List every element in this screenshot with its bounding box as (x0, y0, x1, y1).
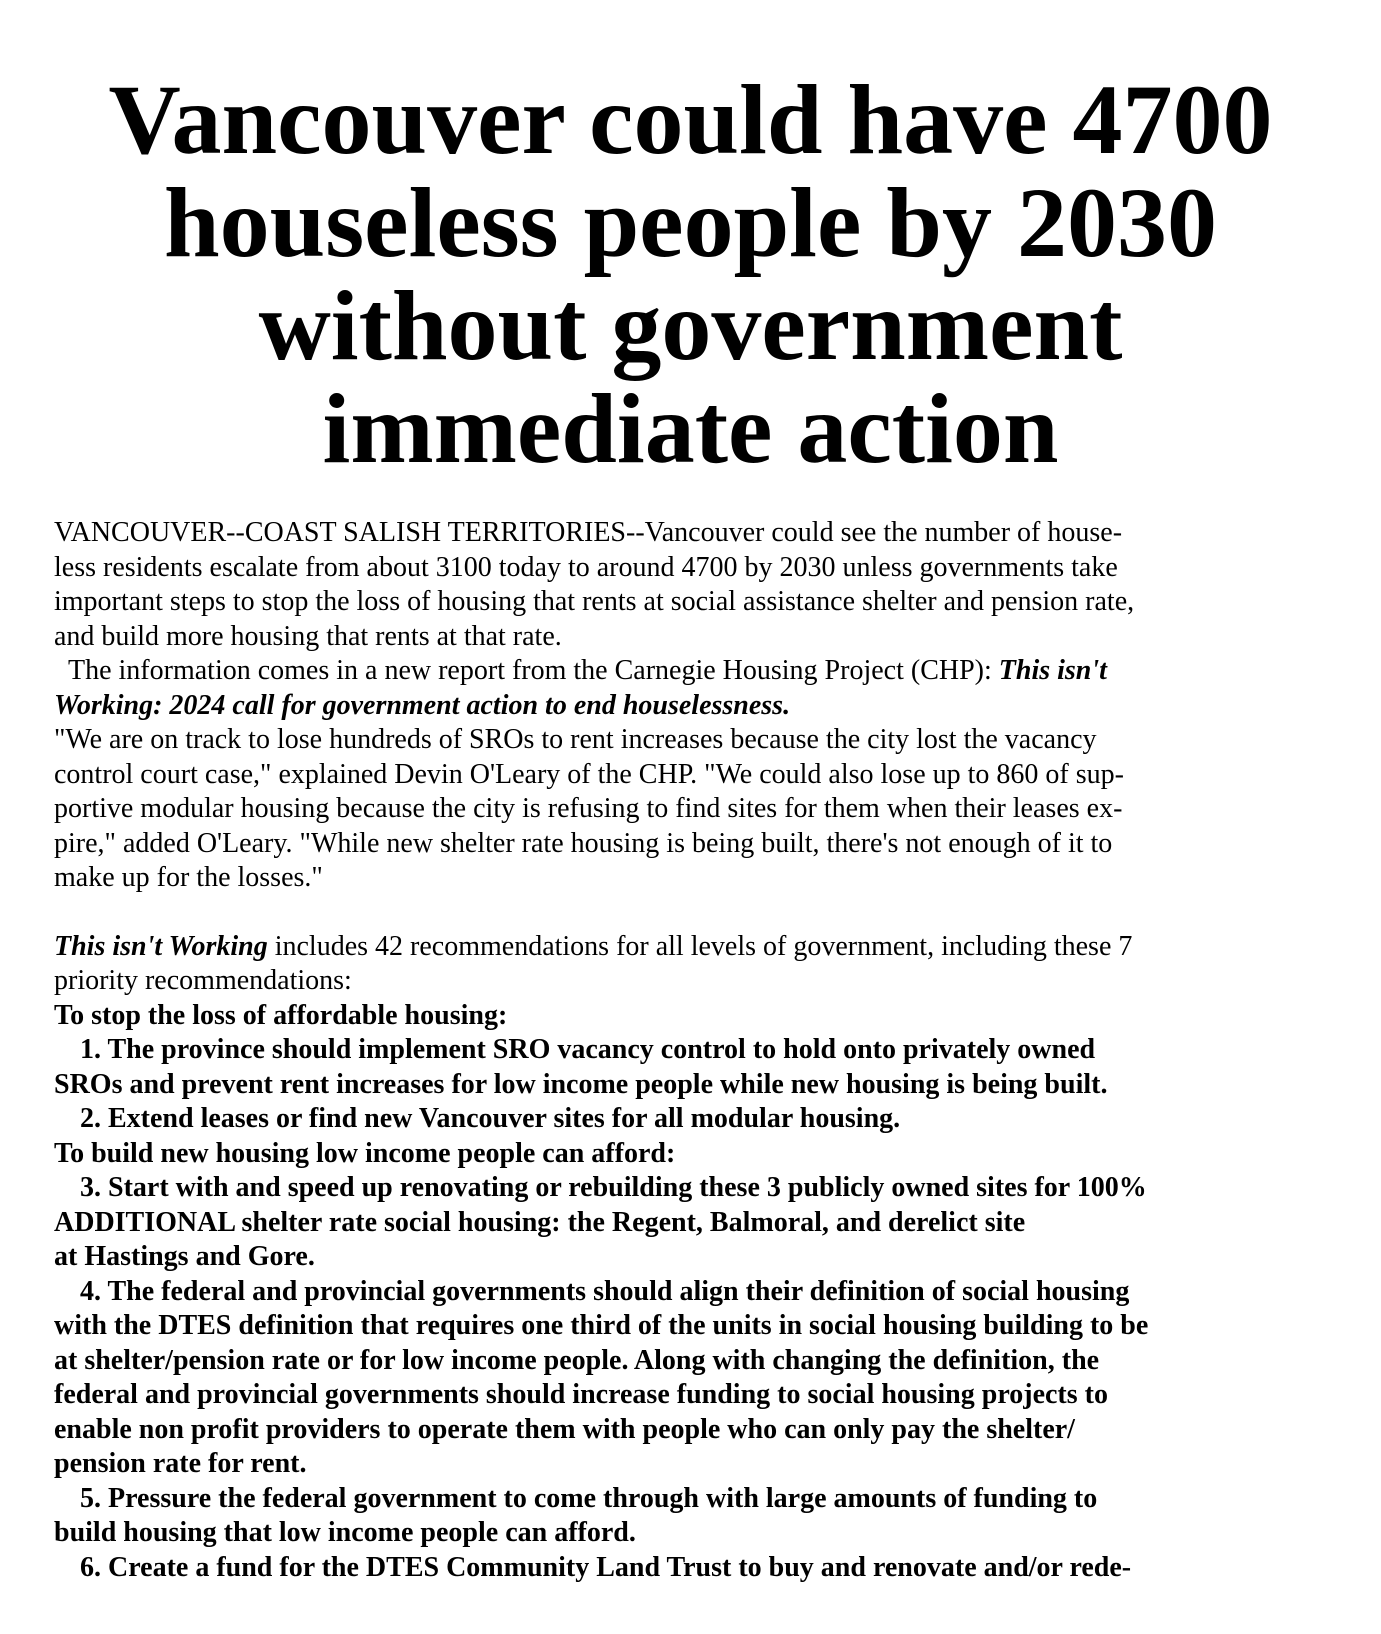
section-stop-loss (54, 999, 1344, 1137)
article-body (54, 516, 1344, 1585)
recommendation-4-line-4: federal and provincial governments should increase funding to social housing projects to (54, 1379, 1108, 1410)
recommendation-5-line-2: build housing that low income people can afford. (54, 1517, 636, 1548)
report-short-title: This isn't Working (54, 930, 268, 962)
headline (40, 64, 1341, 484)
section-heading-stop-loss: To stop the loss of affordable housing: (54, 999, 508, 1031)
headline-line-3: without government (258, 270, 1123, 381)
intro-line-4: and build more housing that rents at that rate. (54, 620, 562, 652)
recommendation-1-line-1: 1. The province should implement SRO vacancy control to hold onto privately owned (80, 1034, 1096, 1065)
report-title-part-1: This isn't (998, 655, 1107, 686)
recommendations-intro (54, 930, 1344, 999)
intro-paragraph (54, 516, 1344, 654)
quote-paragraph (54, 723, 1344, 896)
headline-line-1: Vancouver could have 4700 (108, 64, 1273, 175)
recommendation-4-line-2: with the DTES definition that requires one third of the units in social housing building to be (54, 1310, 1149, 1341)
recommendation-4-line-1: 4. The federal and provincial governments should align their definition of social housing (80, 1275, 1130, 1307)
quote-line-5: make up for the losses." (54, 862, 323, 893)
recommendation-5-line-1: 5. Pressure the federal government to come through with large amounts of funding to (80, 1482, 1098, 1514)
recommendation-2-line-1: 2. Extend leases or find new Vancouver sites for all modular housing. (80, 1103, 901, 1134)
recommendations-intro-line-1 (54, 930, 1344, 965)
recommendation-3-line-2: ADDITIONAL shelter rate social housing: the Regent, Balmoral, and derelict site (54, 1206, 1026, 1238)
paragraph-spacer (54, 896, 1344, 930)
recommendation-3-line-1: 3. Start with and speed up renovating or rebuilding these 3 publicly owned sites for 100% (80, 1172, 1147, 1203)
headline-line-2: houseless people by 2030 (164, 167, 1217, 278)
quote-line-2: control court case," explained Devin O'Leary of the CHP. "We could also lose up to 860 of sup- (54, 758, 1124, 790)
report-line-1 (54, 654, 1344, 689)
report-title-part-2: Working: 2024 call for government action to end houselessness. (54, 689, 791, 721)
recommendation-6-line-1: 6. Create a fund for the DTES Community Land Trust to buy and renovate and/or rede- (80, 1551, 1132, 1583)
report-paragraph (54, 654, 1344, 723)
recommendation-3-line-3: at Hastings and Gore. (54, 1241, 315, 1272)
recommendations-intro-text: includes 42 recommendations for all levels of government, including these 7 (267, 930, 1133, 962)
recommendation-4-line-6: pension rate for rent. (54, 1448, 307, 1479)
intro-line-2: less residents escalate from about 3100 today to around 4700 by 2030 unless governments take (54, 551, 1118, 583)
quote-line-4: pire," added O'Leary. "While new shelter rate housing is being built, there's not enough of it to (54, 827, 1113, 859)
recommendations-intro-line-2: priority recommendations: (54, 965, 352, 996)
intro-line-3: important steps to stop the loss of housing that rents at social assistance shelter and pension rate, (54, 586, 1135, 617)
quote-line-1: "We are on track to lose hundreds of SROs to rent increases because the city lost the vacancy (54, 724, 1097, 755)
headline-line-4: immediate action (322, 373, 1059, 484)
report-intro-text: The information comes in a new report from the Carnegie Housing Project (CHP): (68, 655, 999, 686)
recommendation-4-line-3: at shelter/pension rate or for low income people. Along with changing the definition, the (54, 1344, 1100, 1376)
recommendation-4-line-5: enable non profit providers to operate them with people who can only pay the shelter/ (54, 1413, 1075, 1445)
intro-line-1: VANCOUVER--COAST SALISH TERRITORIES--Vancouver could see the number of house- (54, 517, 1123, 548)
section-build-new (54, 1137, 1344, 1586)
section-heading-build-new: To build new housing low income people can afford: (54, 1137, 676, 1169)
recommendation-1-line-2: SROs and prevent rent increases for low income people while new housing is being built. (54, 1068, 1108, 1100)
quote-line-3: portive modular housing because the city is refusing to find sites for them when their leases ex- (54, 793, 1123, 824)
